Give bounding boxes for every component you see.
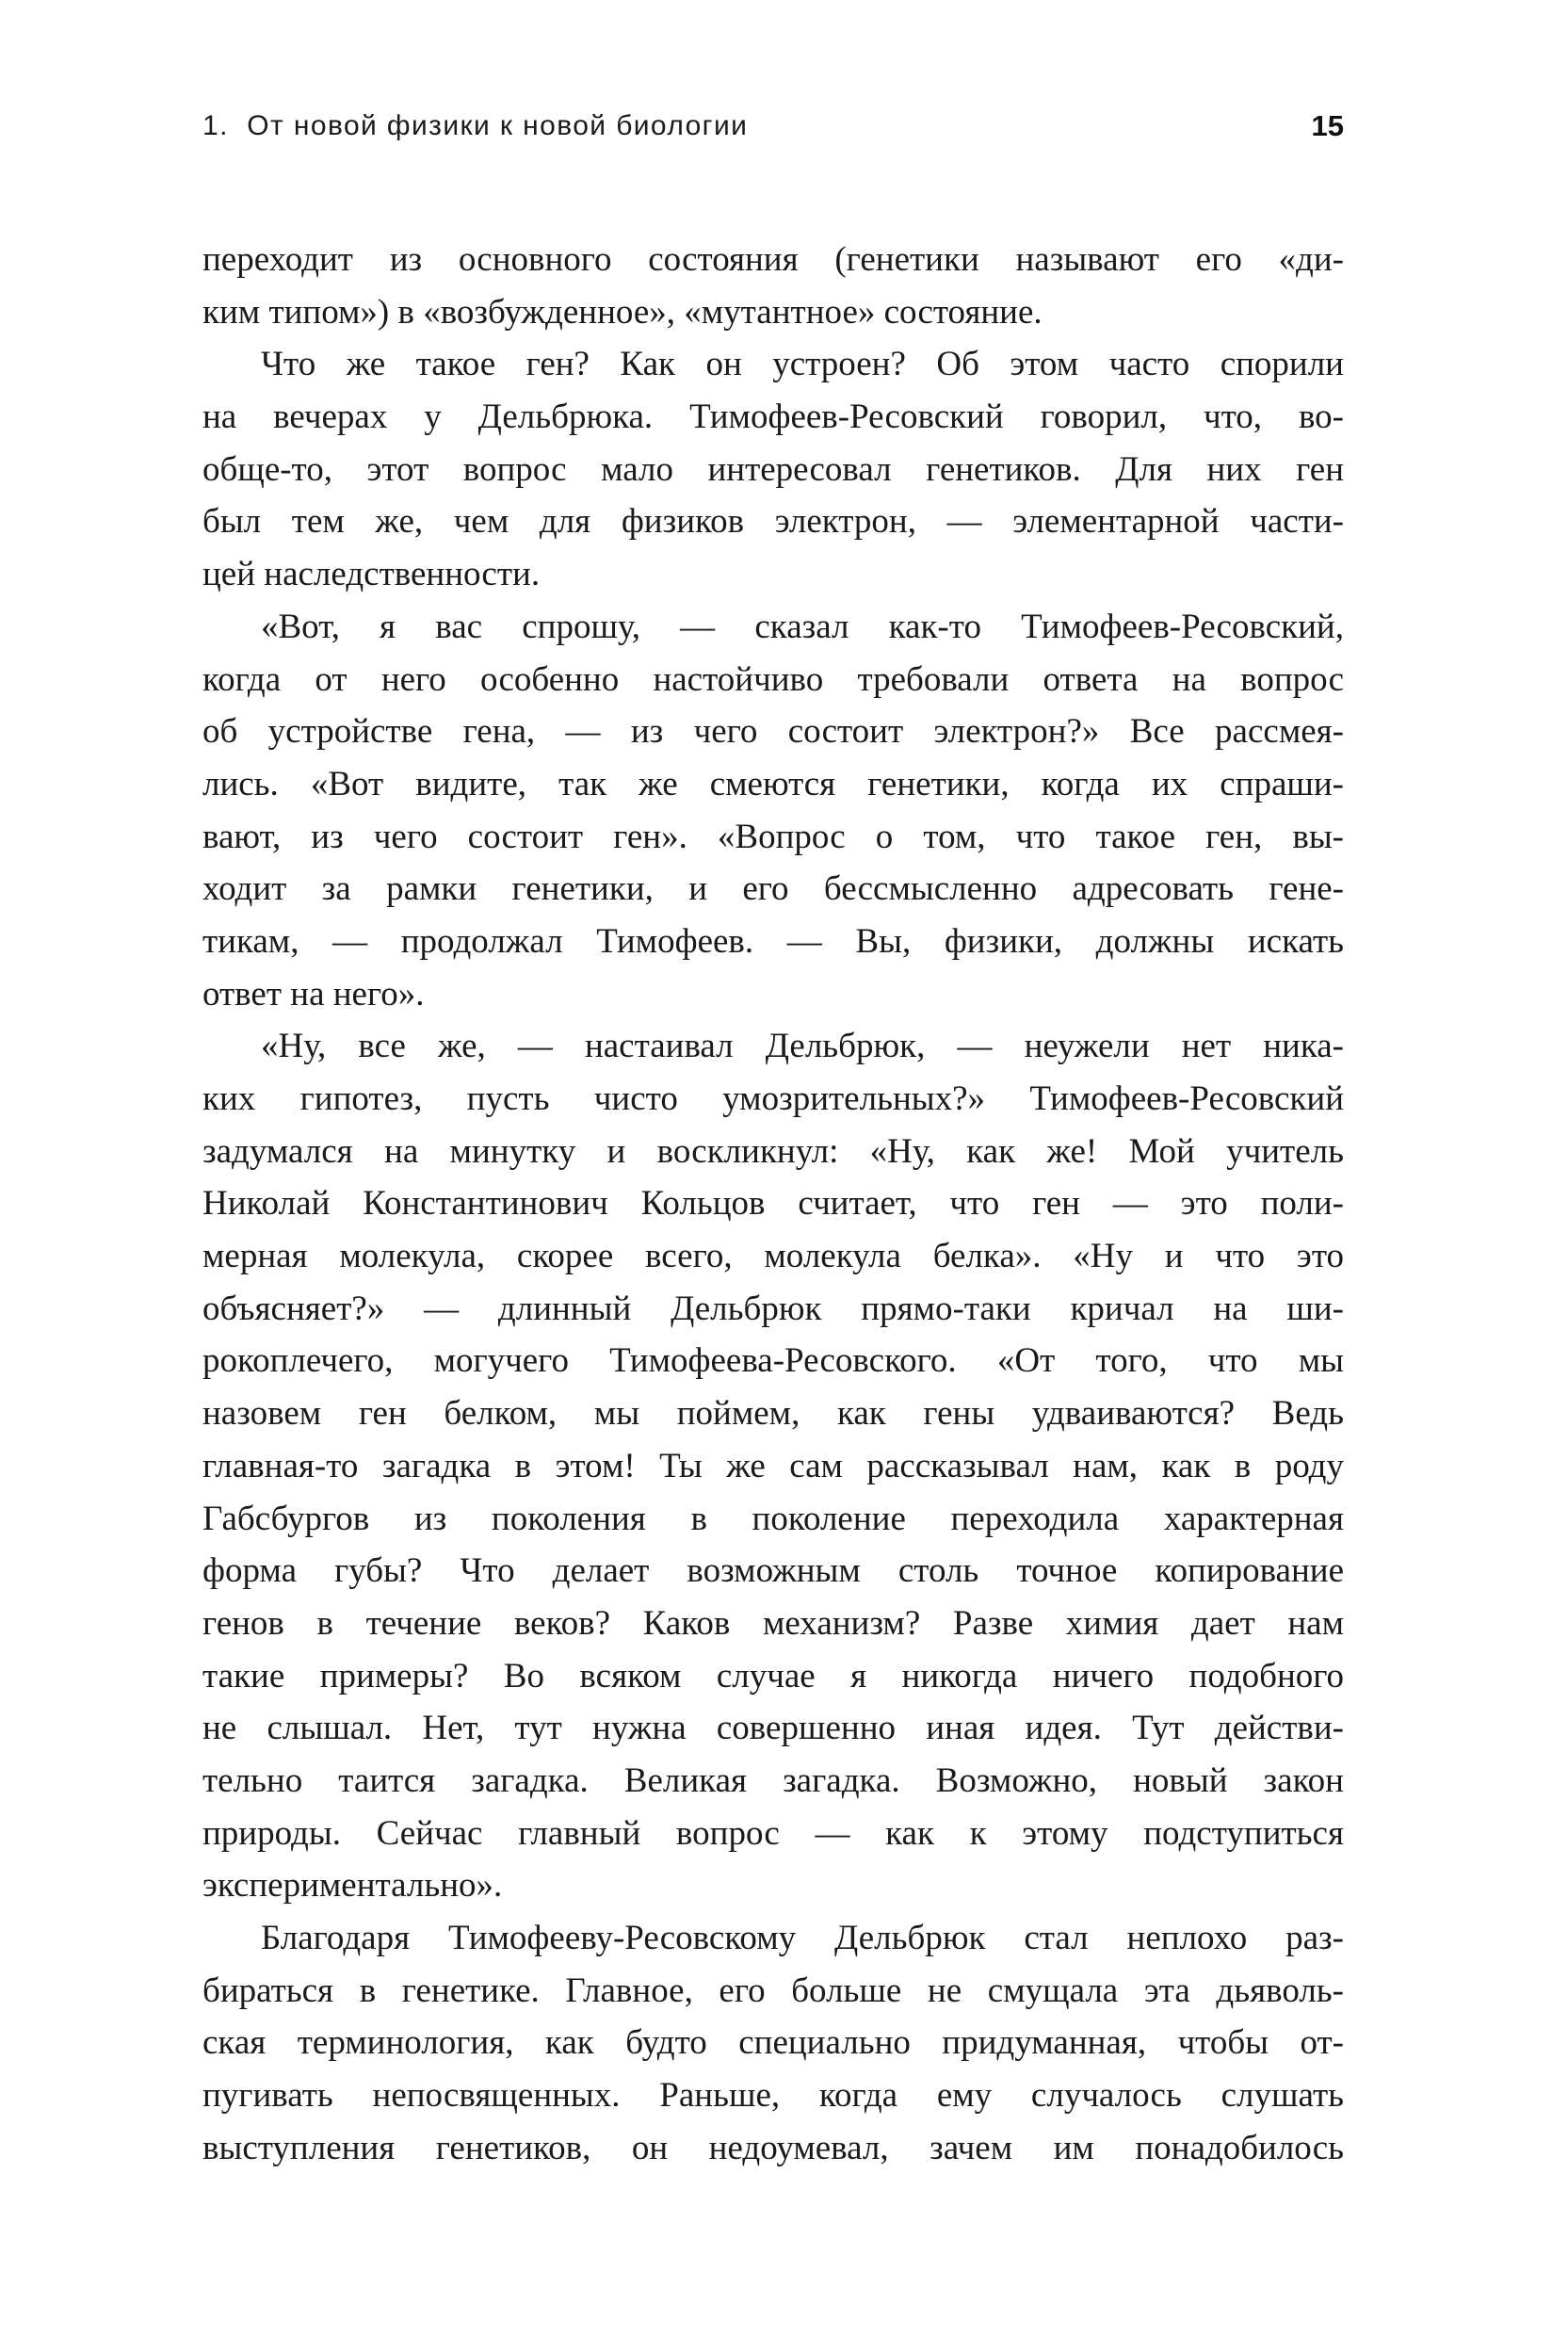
paragraph — [202, 234, 1344, 338]
text-line: Габсбургов из поколения в поколение переходила характерная — [202, 1499, 1344, 1538]
text-line: генов в течение веков? Каков механизм? Разве химия дает нам — [202, 1603, 1344, 1643]
text-line: природы. Сейчас главный вопрос — как к этому подступиться — [202, 1813, 1344, 1853]
text-line: когда от него особенно настойчиво требовали ответа на вопрос — [202, 659, 1344, 699]
paragraph — [202, 1912, 1344, 2174]
text-line: ким типом») в «возбужденное», «мутантное» состояние. — [202, 292, 1043, 332]
text-line: ответ на него». — [202, 974, 425, 1014]
text-line: рокоплечего, могучего Тимофеева-Ресовского. «От того, что мы — [202, 1341, 1344, 1381]
text-line: экспериментально». — [202, 1866, 503, 1906]
text-line: задумался на минутку и воскликнул: «Ну, как же! Мой учитель — [202, 1131, 1344, 1171]
text-line: тикам, — продолжал Тимофеев. — Вы, физики, должны искать — [202, 921, 1344, 961]
text-line: об устройстве гена, — из чего состоит электрон?» Все рассмея- — [202, 712, 1344, 752]
text-line: форма губы? Что делает возможным столь точное копирование — [202, 1551, 1344, 1591]
paragraph — [202, 338, 1344, 600]
text-line: ходит за рамки генетики, и его бессмысленно адресовать гене- — [202, 869, 1344, 909]
text-line: «Вот, я вас спрошу, — сказал как-то Тимофеев-Ресовский, — [261, 607, 1344, 646]
text-line: главная-то загадка в этом! Ты же сам рассказывал нам, как в роду — [202, 1446, 1344, 1485]
text-line: на вечерах у Дельбрюка. Тимофеев-Ресовский говорил, что, во- — [202, 397, 1344, 437]
text-line: бираться в генетике. Главное, его больше не смущала эта дьяволь- — [202, 1971, 1344, 2010]
text-line: объясняет?» — длинный Дельбрюк прямо-таки кричал на ши- — [202, 1289, 1344, 1328]
page-number: 15 — [1311, 109, 1344, 142]
chapter-title: 1. От новой физики к новой биологии — [202, 110, 749, 141]
text-line: не слышал. Нет, тут нужна совершенно иная идея. Тут действи- — [202, 1709, 1344, 1748]
text-line: ская терминология, как будто специально придуманная, чтобы от- — [202, 2023, 1344, 2063]
text-line: пугивать непосвященных. Раньше, когда ему случалось слушать — [202, 2076, 1344, 2116]
text-line: назовем ген белком, мы поймем, как гены удваиваются? Ведь — [202, 1394, 1344, 1434]
paragraph — [202, 601, 1344, 1021]
text-line: «Ну, все же, — настаивал Дельбрюк, — неужели нет ника- — [261, 1027, 1344, 1066]
paragraph — [202, 1020, 1344, 1912]
text-line: Что же такое ген? Как он устроен? Об этом часто спорили — [261, 345, 1344, 384]
text-line: Благодаря Тимофееву-Ресовскому Дельбрюк стал неплохо раз- — [261, 1919, 1344, 1957]
text-line: обще-то, этот вопрос мало интересовал генетиков. Для них ген — [202, 449, 1344, 489]
body-text — [202, 234, 1344, 2174]
text-line: Николай Константинович Кольцов считает, что ген — это поли- — [202, 1184, 1344, 1224]
text-line: лись. «Вот видите, так же смеются генетики, когда их спраши- — [202, 764, 1344, 803]
text-line: ких гипотез, пусть чисто умозрительных?» Тимофеев-Ресовский — [202, 1079, 1344, 1118]
text-line: переходит из основного состояния (генетики называют его «ди- — [202, 240, 1344, 279]
text-line: мерная молекула, скорее всего, молекула белка». «Ну и что это — [202, 1237, 1344, 1276]
text-line: выступления генетиков, он недоумевал, зачем им понадобилось — [202, 2128, 1344, 2167]
text-line: вают, из чего состоит ген». «Вопрос о том, что такое ген, вы- — [202, 817, 1344, 856]
text-line: тельно таится загадка. Великая загадка. Возможно, новый закон — [202, 1760, 1344, 1800]
text-line: такие примеры? Во всяком случае я никогда ничего подобного — [202, 1656, 1344, 1695]
text-line: цей наследственности. — [202, 555, 541, 594]
text-line: был тем же, чем для физиков электрон, — элементарной части- — [202, 502, 1344, 542]
running-header — [202, 107, 1344, 145]
